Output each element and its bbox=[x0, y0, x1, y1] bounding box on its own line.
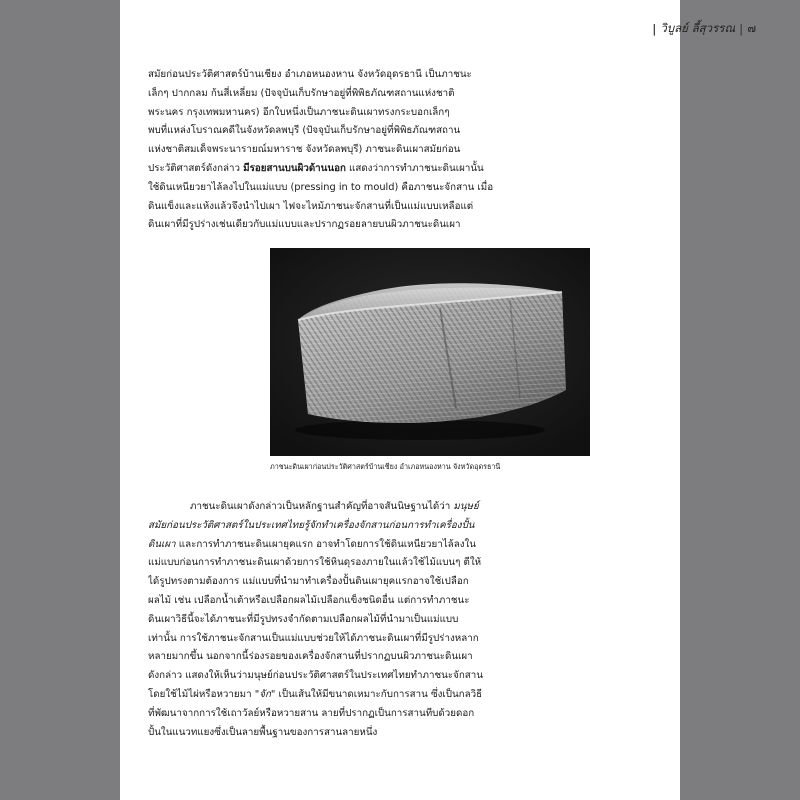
text-line: พระนคร กรุงเทพมหานคร) อีกใบหนึ่งเป็นภาชนะดินเผาทรงกระบอกเล็กๆ bbox=[148, 106, 450, 118]
paragraph-1 bbox=[148, 66, 506, 235]
text-line: ใช้ดินเหนียวยาไล้ลงไปในแม่แบบ (pressing in to mould) คือภาชนะจักสาน เมื่อ bbox=[148, 181, 494, 193]
paragraph-2 bbox=[148, 498, 506, 742]
text-line: ที่พัฒนาจากการใช้เถาวัลย์หรือหวายสาน ลายที่ปรากฏเป็นการสานทีบด้วยดอก bbox=[148, 707, 475, 719]
text-run: แสดงว่าการทำภาชนะดินเผานั้น bbox=[345, 162, 484, 174]
text-run: ประวัติศาสตร์ดังกล่าว bbox=[148, 162, 244, 174]
page-number: ๗ bbox=[747, 21, 756, 35]
basket-pottery-photo bbox=[270, 248, 590, 456]
bold-phrase: มีรอยสานบนผิวด้านนอก bbox=[243, 162, 346, 174]
text-line bbox=[148, 686, 506, 705]
italic-phrase: มนุษย์ bbox=[453, 501, 479, 512]
text-line: ผลไม้ เช่น เปลือกน้ำเต้าหรือเปลือกผลไม้เปลือกแข็งชนิดอื่น แต่การทำภาชนะ bbox=[148, 594, 470, 606]
text-line: ได้รูปทรงตามต้องการ แม่แบบที่นำมาทำเครื่องปั้นดินเผายุคแรกอาจใช้เปลือก bbox=[148, 576, 469, 588]
text-line: ดินเผาที่มีรูปร่างเช่นเดียวกับแม่แบบและปรากฏรอยลายบนผิวภาชนะดินเผา bbox=[148, 219, 461, 231]
text-line: แม่แบบก่อนการทำภาชนะดินเผาด้วยการใช้หินดุรองภายในแล้วใช้ไม้แบนๆ ตีให้ bbox=[148, 557, 482, 569]
italic-phrase: "จัก" bbox=[254, 688, 276, 700]
header-separator: | bbox=[652, 22, 657, 36]
pottery-illustration bbox=[270, 248, 590, 456]
text-line: ดินเผาวิธีนี้จะได้ภาชนะที่มีรูปทรงจำกัดตามเปลือกผลไม้ที่นำมาเป็นแม่แบบ bbox=[148, 613, 459, 625]
text-run: และการทำภาชนะดินเผายุคแรก อาจทำโดยการใช้ดินเหนียวยาไล้ลงใน bbox=[175, 538, 476, 550]
running-header bbox=[652, 20, 756, 38]
text-line bbox=[148, 160, 506, 179]
header-author: วิบูลย์ ลี้สุวรรณ bbox=[660, 21, 736, 35]
text-line bbox=[148, 498, 506, 517]
text-line: ดังกล่าว แสดงให้เห็นว่ามนุษย์ก่อนประวัติศาสตร์ในประเทศไทยทำภาชนะจักสาน bbox=[148, 670, 483, 682]
text-run: เป็นเส้นให้มีขนาดเหมาะกับการสาน ซึ่งเป็นกลวิธี bbox=[275, 688, 483, 700]
italic-phrase: ดินเผา bbox=[148, 538, 176, 550]
text-run: โดยใช้ไม้ไผ่หรือหวายมา bbox=[148, 688, 255, 700]
figure-caption: ภาชนะดินเผาก่อนประวัติศาสตร์บ้านเชียง อำเภอหนองหาน จังหวัดอุดรธานี bbox=[270, 462, 501, 471]
text-line: สมัยก่อนประวัติศาสตร์ในประเทศไทยรู้จักทำเครื่องจักสานก่อนการทำเครื่องปั้น bbox=[148, 519, 475, 531]
text-line bbox=[148, 536, 506, 555]
text-run: ภาชนะดินเผาดังกล่าวเป็นหลักฐานสำคัญที่อาจสันนิษฐานได้ว่า bbox=[190, 501, 454, 512]
text-line: ปั้นในแนวทแยงซึ่งเป็นลายพื้นฐานของการสานลายหนึ่ง bbox=[148, 726, 378, 738]
text-line: พบที่แหล่งโบราณคดีในจังหวัดลพบุรี (ปัจจุบันเก็บรักษาอยู่ที่พิพิธภัณฑสถาน bbox=[148, 125, 461, 137]
text-line: เล็กๆ ปากกลม ก้นสี่เหลี่ยม (ปัจจุบันเก็บรักษาอยู่ที่พิพิธภัณฑสถานแห่งชาติ bbox=[148, 87, 455, 99]
text-line: แห่งชาติสมเด็จพระนารายณ์มหาราช จังหวัดลพบุรี) ภาชนะดินเผาสมัยก่อน bbox=[148, 144, 461, 156]
header-separator: | bbox=[739, 22, 744, 36]
text-line: สมัยก่อนประวัติศาสตร์บ้านเชียง อำเภอหนองหาน จังหวัดอุดรธานี เป็นภาชนะ bbox=[148, 69, 472, 80]
text-line: หลายมากขึ้น นอกจากนี้ร่องรอยของเครื่องจักสานที่ปรากฏบนผิวภาชนะดินเผา bbox=[148, 651, 473, 663]
text-line: เท่านั้น การใช้ภาชนะจักสานเป็นแม่แบบช่วยให้ได้ภาชนะดินเผาที่มีรูปร่างหลาก bbox=[148, 632, 479, 644]
text-line: ดินแข็งและแห้งแล้วจึงนำไปเผา ไฟจะไหม้ภาชนะจักสานที่เป็นแม่แบบเหลือแต่ bbox=[148, 200, 474, 212]
